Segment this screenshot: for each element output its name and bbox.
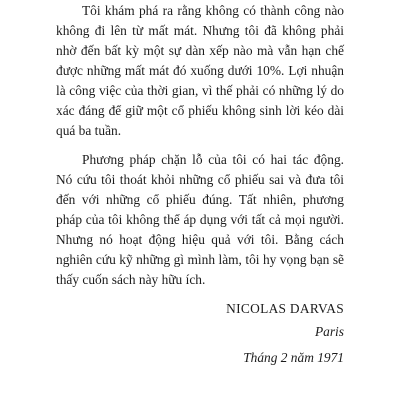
text-line: quá ba tuần. — [56, 123, 122, 138]
text-line: xác đáng để giữ một cổ phiếu không sinh lời kéo dài — [56, 103, 344, 118]
text-line: pháp của tôi không thể áp dụng với tất cả mọi người. — [56, 212, 344, 227]
signature-date: Tháng 2 năm 1971 — [243, 350, 344, 365]
text-line: được những mất mát đó xuống dưới 10%. Lợi nhuận — [56, 63, 344, 78]
text-line: Tôi khám phá ra rằng không có thành công nào — [82, 3, 344, 18]
text-line: nghiên cứu kỹ những gì mình làm, tôi hy vọng bạn sẽ — [56, 252, 344, 267]
text-line: đến với những cổ phiếu đúng. Tất nhiên, phương — [56, 192, 344, 207]
text-line: là công việc của thời gian, vì thế phải có những lý do — [56, 83, 344, 98]
author-name: NICOLAS DARVAS — [226, 301, 344, 316]
text-line: không đi lên từ mất mát. Nhưng tôi đã không phải — [56, 23, 344, 38]
text-line: Nó cứu tôi thoát khỏi những cổ phiếu sai và đưa tôi — [56, 172, 344, 187]
signature-place: Paris — [314, 324, 344, 339]
text-line: Nhưng nó hoạt động hiệu quả với tôi. Bằng cách — [56, 232, 344, 247]
paragraph-1 — [56, 0, 344, 141]
text-line: nhờ đến bất kỳ một sự dàn xếp nào mà vẫn hạn chế — [56, 43, 344, 58]
signature-block — [56, 299, 344, 368]
text-line: thấy cuốn sách này hữu ích. — [56, 272, 206, 287]
text-line: Phương pháp chặn lỗ của tôi có hai tác động. — [82, 152, 344, 167]
paragraph-2 — [56, 150, 344, 290]
